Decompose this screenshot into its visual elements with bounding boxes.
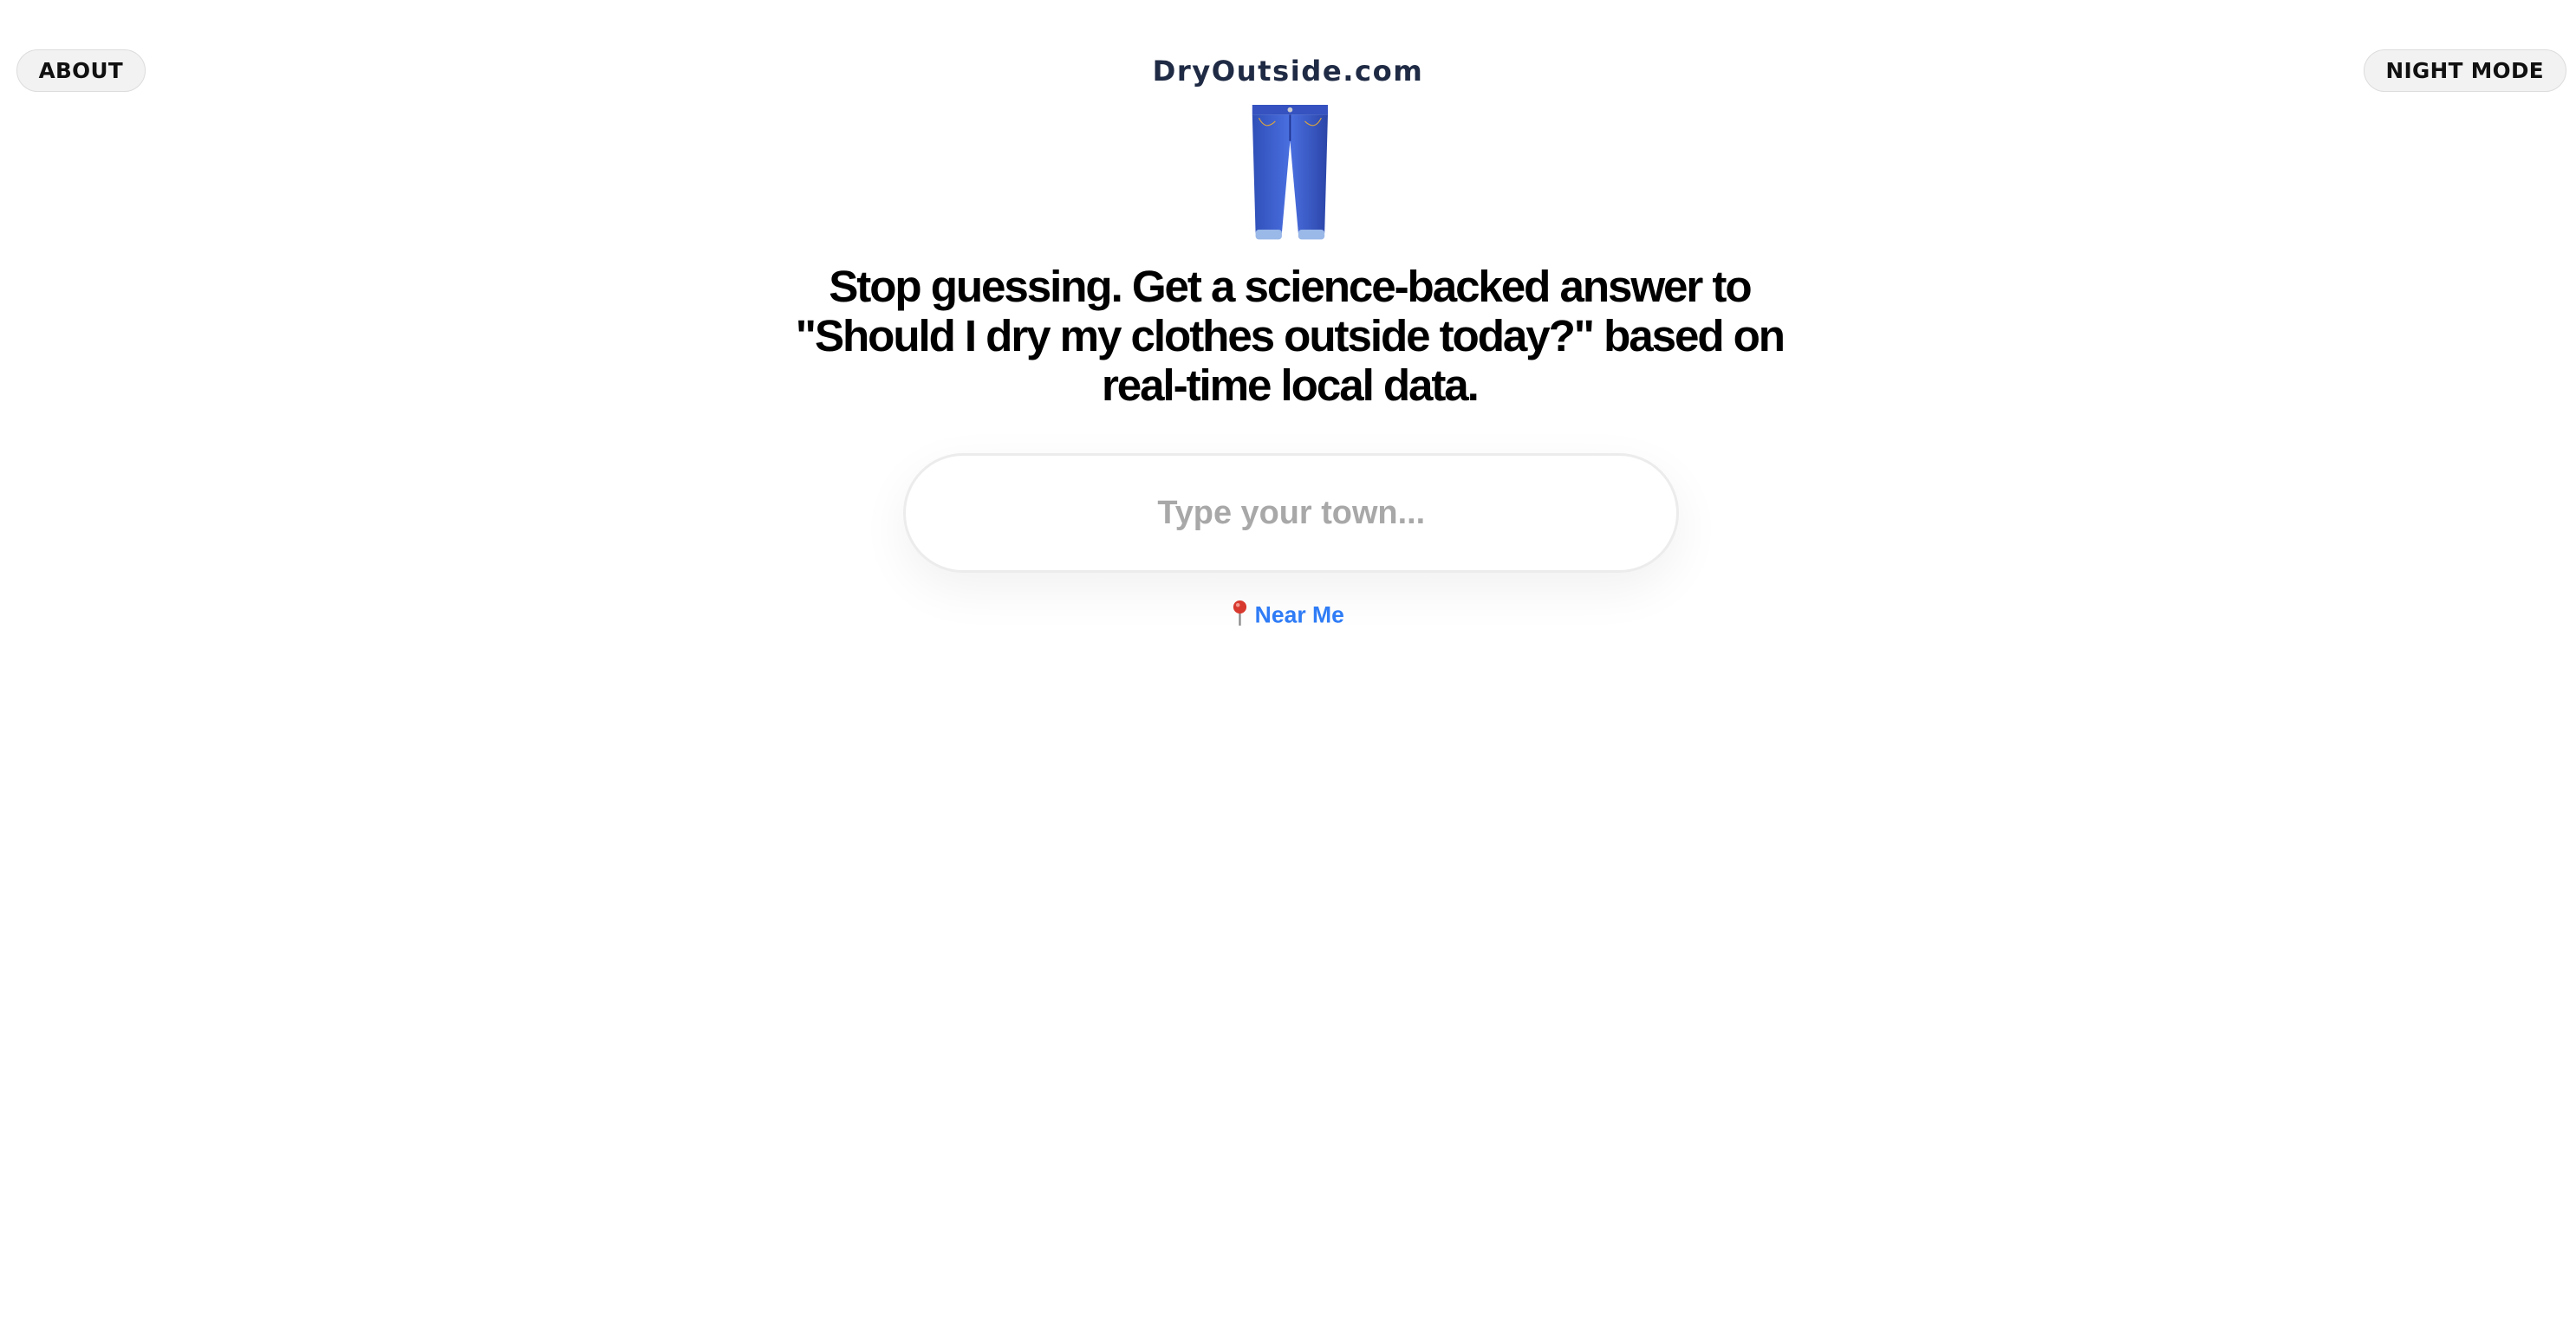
near-me-label: Near Me bbox=[1254, 601, 1344, 628]
hero-headline: Stop guessing. Get a science-backed answer to "Should I dry my clothes outside today?" based on real-time local data. bbox=[795, 262, 1784, 410]
about-button[interactable]: ABOUT bbox=[16, 49, 146, 92]
site-title: DryOutside.com bbox=[1152, 54, 1424, 88]
near-me-link[interactable] bbox=[0, 600, 2576, 629]
night-mode-button[interactable]: NIGHT MODE bbox=[2364, 49, 2566, 92]
town-search-input[interactable] bbox=[903, 453, 1679, 573]
jeans-icon bbox=[1249, 105, 1331, 243]
round-pushpin-icon bbox=[1232, 600, 1248, 626]
